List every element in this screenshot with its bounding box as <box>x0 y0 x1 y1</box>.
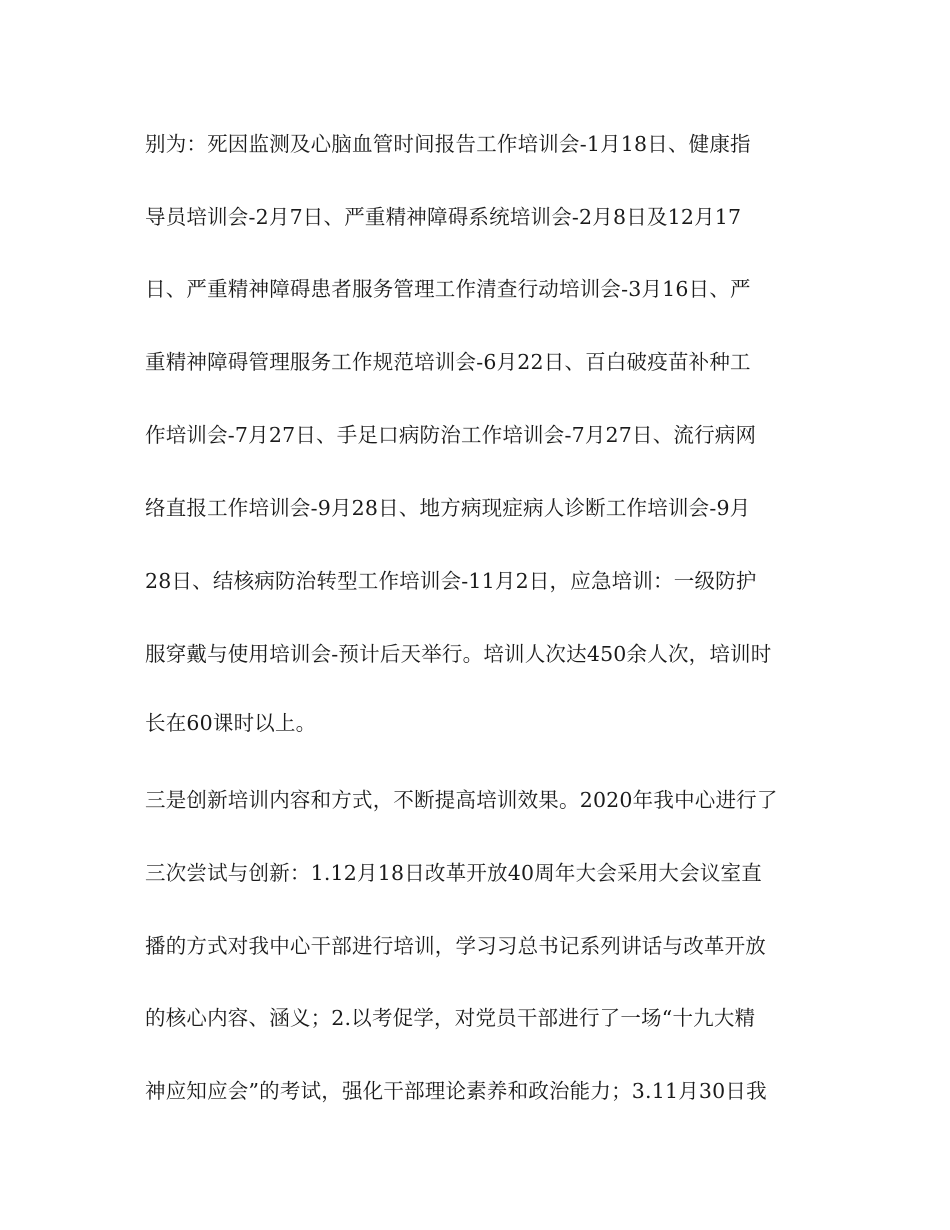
paragraph-line-1: 别为：死因监测及心脑血管时间报告工作培训会-1月18日、健康指 <box>145 132 751 156</box>
paragraph-line-11: 三次尝试与创新：1.12月18日改革开放40周年大会采用大会议室直 <box>145 861 762 885</box>
paragraph-line-12: 播的方式对我中心干部进行培训，学习习总书记系列讲话与改革开放 <box>145 934 766 958</box>
paragraph-line-6: 络直报工作培训会-9月28日、地方病现症病人诊断工作培训会-9月 <box>145 496 751 520</box>
paragraph-line-7: 28日、结核病防治转型工作培训会-11月2日，应急培训：一级防护 <box>145 569 757 593</box>
paragraph-line-9: 长在60课时以上。 <box>145 711 317 735</box>
paragraph-line-2: 导员培训会-2月7日、严重精神障碍系统培训会-2月8日及12月17 <box>145 205 742 229</box>
paragraph-line-5: 作培训会-7月27日、手足口病防治工作培训会-7月27日、流行病网 <box>145 423 757 447</box>
paragraph-line-4: 重精神障碍管理服务工作规范培训会-6月22日、百白破疫苗补种工 <box>145 350 751 374</box>
paragraph-line-10: 三是创新培训内容和方式，不断提高培训效果。2020年我中心进行了 <box>145 788 778 812</box>
paragraph-line-13: 的核心内容、涵义；2.以考促学，对党员干部进行了一场“十九大精 <box>145 1006 756 1030</box>
paragraph-line-14: 神应知应会”的考试，强化干部理论素养和政治能力；3.11月30日我 <box>145 1079 767 1103</box>
paragraph-line-3: 日、严重精神障碍患者服务管理工作清查行动培训会-3月16日、严 <box>145 277 751 301</box>
paragraph-line-8: 服穿戴与使用培训会-预计后天举行。培训人次达450余人次，培训时 <box>145 642 772 666</box>
